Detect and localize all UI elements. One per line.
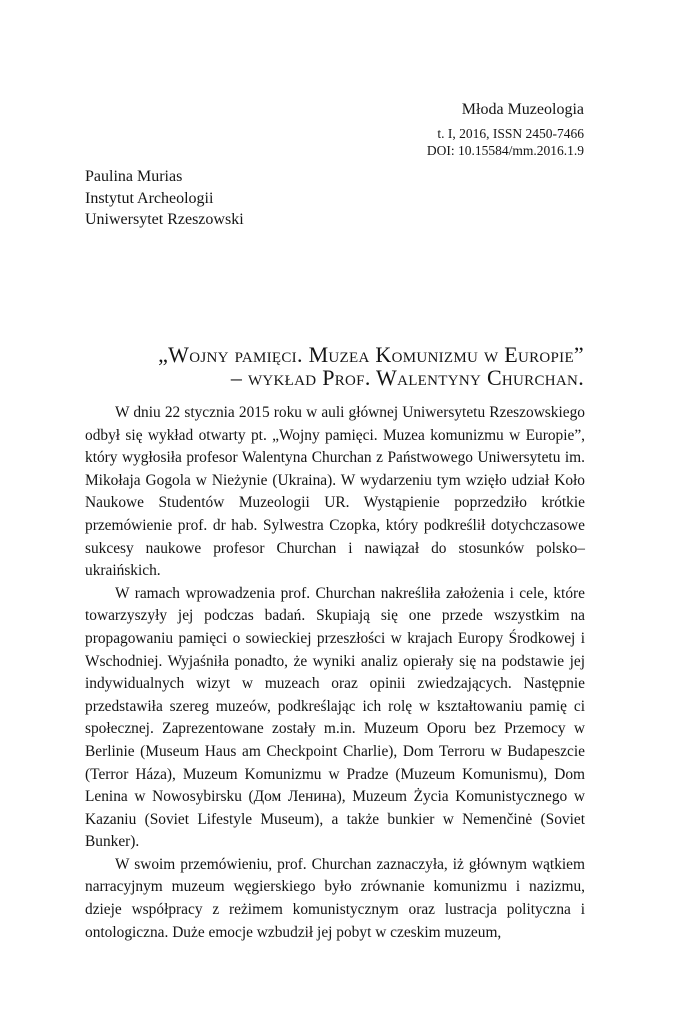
article-body xyxy=(85,402,585,944)
article-title xyxy=(158,343,584,389)
journal-header xyxy=(427,100,584,160)
author-name: Paulina Murias xyxy=(85,168,183,185)
author-institute: Instytut Archeologii xyxy=(85,189,214,207)
author-university: Uniwersytet Rzeszowski xyxy=(85,211,244,228)
paragraph: W ramach wprowadzenia prof. Churchan nakreśliła założenia i cele, które towarzyszyły jej podczas badań. Skupiają się one przede wszystkim na propagowaniu pamięci o sowieckiej przeszłości w krajach Europy Środkowej i Wschodniej. Wyjaśniła ponadto, że wyniki analiz opierały się na podstawie jej indywidualnych wizyt w muzeach oraz opinii zwiedzających. Następnie przedstawiła szereg muzeów, podkreślając ich rolę w kształtowaniu pamię ci społecznej. Zaprezentowane zostały m.in. Muzeum Oporu bez Przemocy w Berlinie (Museum Haus am Checkpoint Charlie), Dom Terroru w Budapeszcie (Terror Háza), Muzeum Komunizmu w Pradze (Muzeum Komunismu), Dom Lenina w Nowosybirsku (Дом Ленина), Muzeum Życia Komunistycznego w Kazaniu (Soviet Lifestyle Museum), a także bunkier w Nemenčinė (Soviet Bunker). xyxy=(85,584,585,851)
issue-info: t. I, 2016, ISSN 2450-7466 xyxy=(437,126,584,142)
journal-name: Młoda Muzeologia xyxy=(461,101,584,118)
author-block xyxy=(85,166,244,231)
paragraph: W swoim przemówieniu, prof. Churchan zaznaczyła, iż głównym wątkiem narracyjnym muzeum węgierskiego było zrównanie komunizmu i nazizmu, dzieje współpracy z reżimem komunistycznym oraz lustracja polityczna i ontologiczna. Duże emocje wzbudził jej pobyt w czeskim muzeum, xyxy=(85,855,585,941)
doi: DOI: 10.15584/mm.2016.1.9 xyxy=(426,143,584,159)
title-line-2: – wykład Prof. Walentyny Churchan. xyxy=(230,365,584,390)
title-line-1: „Wojny pamięci. Muzea Komunizmu w Europie” xyxy=(158,342,584,367)
paragraph: W dniu 22 stycznia 2015 roku w auli głównej Uniwersytetu Rzeszowskiego odbył się wykład otwarty pt. „Wojny pamięci. Muzea komunizmu w Europie”, który wygłosiła profesor Walentyna Churchan z Państwowego Uniwersytetu im. Mikołaja Gogola w Nieżynie (Ukraina). W wydarzeniu tym wzięło udział Koło Naukowe Studentów Muzeologii UR. Wystąpienie poprzedziło krótkie przemówienie prof. dr hab. Sylwestra Czopka, który podkreślił dotychczasowe sukcesy naukowe profesor Churchan i nawiązał do stosunków polsko–ukraińskich. xyxy=(85,404,585,580)
